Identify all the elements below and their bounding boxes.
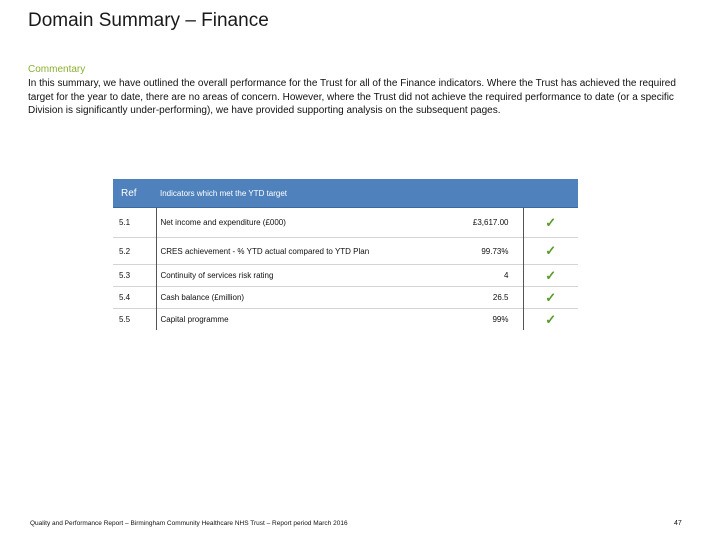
row-ref: 5.3 xyxy=(113,265,156,287)
check-icon: ✓ xyxy=(523,309,578,331)
check-icon: ✓ xyxy=(523,265,578,287)
row-indicator: Cash balance (£million) xyxy=(156,287,451,309)
table-header-row xyxy=(113,179,578,208)
row-value: 26.5 xyxy=(451,287,523,309)
header-value xyxy=(451,179,523,208)
header-indicators: Indicators which met the YTD target xyxy=(156,179,451,208)
row-indicator: Net income and expenditure (£000) xyxy=(156,208,451,238)
table-row xyxy=(113,238,578,265)
table-row xyxy=(113,208,578,238)
row-value: 99.73% xyxy=(451,238,523,265)
page-number: 47 xyxy=(674,520,682,527)
page-title: Domain Summary – Finance xyxy=(28,10,269,31)
row-value: 99% xyxy=(451,309,523,331)
header-ref: Ref xyxy=(113,179,156,208)
commentary-heading: Commentary xyxy=(28,64,86,75)
row-ref: 5.2 xyxy=(113,238,156,265)
indicators-table xyxy=(113,179,578,330)
header-status xyxy=(523,179,578,208)
check-icon: ✓ xyxy=(523,238,578,265)
row-value: £3,617.00 xyxy=(451,208,523,238)
check-icon: ✓ xyxy=(545,214,557,230)
table-row xyxy=(113,287,578,309)
footer-text: Quality and Performance Report – Birmingham Community Healthcare NHS Trust – Report period March 2016 xyxy=(30,520,348,527)
check-icon: ✓ xyxy=(523,287,578,309)
row-indicator: Continuity of services risk rating xyxy=(156,265,451,287)
row-ref: 5.5 xyxy=(113,309,156,331)
row-indicator: CRES achievement - % YTD actual compared to YTD Plan xyxy=(156,238,451,265)
row-indicator: Capital programme xyxy=(156,309,451,331)
row-value: 4 xyxy=(451,265,523,287)
table-row xyxy=(113,309,578,331)
row-ref: 5.4 xyxy=(113,287,156,309)
row-ref: 5.1 xyxy=(119,218,131,227)
table-row xyxy=(113,265,578,287)
commentary-body: In this summary, we have outlined the overall performance for the Trust for all of the Finance indicators. Where the Trust has achieved the required target for the year to date, there are no areas of concern. However, where the Trust did not achieve the required performance to date (or a specific Division is significantly under-performing), we have provided supporting analysis on the subsequent pages. xyxy=(28,78,676,116)
